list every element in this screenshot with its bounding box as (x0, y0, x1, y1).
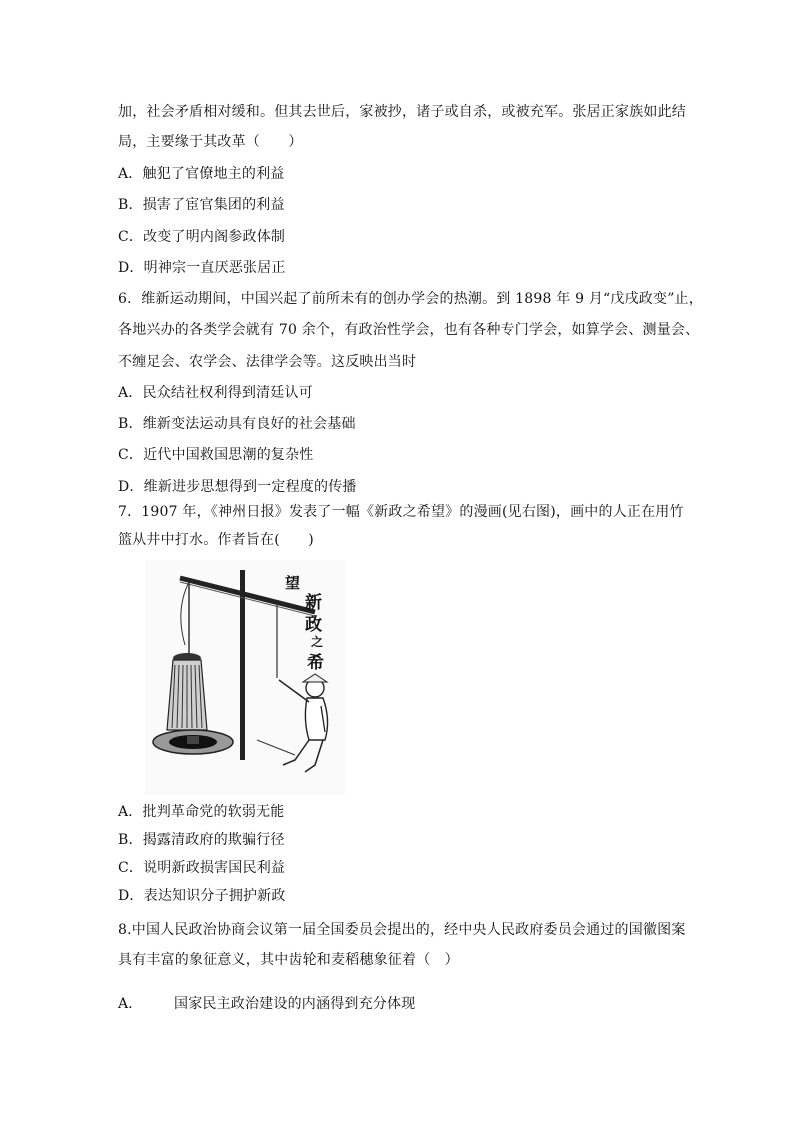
q7-option-b[interactable]: B．揭露清政府的欺骗行径 (118, 832, 285, 848)
cartoon-title-char-3: 政 (305, 615, 322, 635)
q6-option-a[interactable]: A．民众结社权利得到清廷认可 (118, 385, 313, 401)
q7-stem-line2: 篮从井中打水。作者旨在( ) (118, 532, 314, 548)
q8-option-a[interactable] (118, 994, 415, 1014)
q7-option-a[interactable]: A．批判革命党的软弱无能 (118, 804, 285, 820)
q7-option-c[interactable]: C．说明新政损害国民利益 (118, 860, 286, 876)
q5-option-c[interactable]: C．改变了明内阁参政体制 (118, 229, 286, 245)
q6-option-b[interactable]: B．维新变法运动具有良好的社会基础 (118, 416, 356, 432)
q8-option-a-label: A． (118, 996, 143, 1012)
q5-option-a[interactable]: A．触犯了官僚地主的利益 (118, 166, 285, 182)
q5-stem-line2: 局，主要缘于其改革（ ） (118, 134, 303, 150)
q8-option-a-text: 国家民主政治建设的内涵得到充分体现 (174, 996, 416, 1012)
q7-option-d[interactable]: D．表达知识分子拥护新政 (118, 888, 286, 904)
q6-stem-line2: 各地兴办的各类学会就有 70 余个，有政治性学会，也有各种专门学会，如算学会、测量会、 (118, 322, 700, 338)
q6-stem-line1: 6．维新运动期间，中国兴起了前所未有的创办学会的热潮。到 1898 年 9 月“戊戌政变”止， (118, 291, 703, 307)
q7-stem-line1: 7．1907 年，《神州日报》发表了一幅《新政之希望》的漫画(见右图)，画中的人正在用竹 (118, 504, 684, 520)
q8-stem-line1: 8.中国人民政治协商会议第一届全国委员会提出的，经中央人民政府委员会通过的国徽图案 (118, 922, 686, 938)
q8-stem-line2: 具有丰富的象征意义，其中齿轮和麦稻穗象征着（ ） (118, 952, 459, 968)
q6-stem-line3: 不缠足会、农学会、法律学会等。这反映出当时 (118, 354, 417, 370)
new-policy-hope-cartoon (145, 560, 345, 795)
q5-option-d[interactable]: D．明神宗一直厌恶张居正 (118, 260, 286, 276)
q6-option-d[interactable]: D．维新进步思想得到一定程度的传播 (118, 479, 357, 495)
q6-option-c[interactable]: C．近代中国救国思潮的复杂性 (118, 447, 314, 463)
cartoon-title-char-2: 新 (305, 593, 322, 613)
q5-option-b[interactable]: B．损害了宦官集团的利益 (118, 197, 285, 213)
cartoon-title-char-4: 之 (311, 635, 324, 649)
cartoon-title-char-5: 希 (307, 653, 324, 673)
q5-stem-line1: 加，社会矛盾相对缓和。但其去世后，家被抄，诸子或自杀，或被充军。张居正家族如此结 (118, 104, 686, 120)
cartoon-title-char-1: 望 (285, 574, 301, 592)
